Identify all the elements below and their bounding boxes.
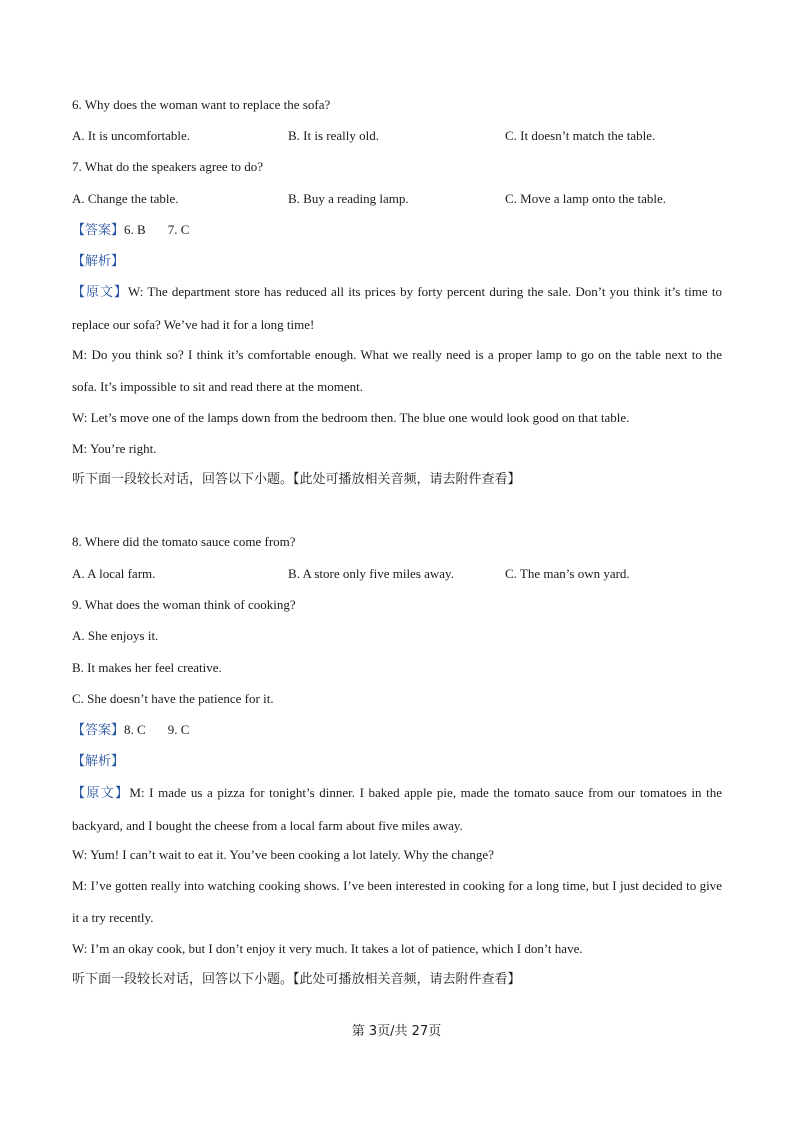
transcript-label: 【原文】 [72, 285, 128, 300]
answer-row-2 [72, 721, 189, 740]
question-6: 6. Why does the woman want to replace the sofa? [72, 97, 331, 112]
audio-instruction-1: 听下面一段较长对话，回答以下小题。【此处可播放相关音频，请去附件查看】 [72, 472, 521, 487]
q9-option-a: A. She enjoys it. [72, 628, 159, 643]
transcript-1-para-3: W: Let’s move one of the lamps down from the bedroom then. The blue one would look good on that table. [72, 410, 630, 425]
transcript-label: 【原文】 [72, 786, 130, 801]
q7-option-b: B. Buy a reading lamp. [288, 191, 409, 206]
audio-instruction-2: 听下面一段较长对话，回答以下小题。【此处可播放相关音频，请去附件查看】 [72, 972, 521, 987]
transcript-2-para-2: W: Yum! I can’t wait to eat it. You’ve been cooking a lot lately. Why the change? [72, 847, 494, 862]
answer-row-1 [72, 221, 189, 240]
question-8: 8. Where did the tomato sauce come from? [72, 534, 296, 549]
q9-option-b: B. It makes her feel creative. [72, 660, 222, 675]
transcript-2-para-4: W: I’m an okay cook, but I don’t enjoy it very much. It takes a lot of patience, which I don’t have. [72, 941, 583, 956]
answer-8: 8. C [124, 722, 146, 737]
q8-option-a: A. A local farm. [72, 566, 156, 581]
q6-option-c: C. It doesn’t match the table. [505, 128, 656, 143]
q7-option-a: A. Change the table. [72, 191, 179, 206]
answer-label: 【答案】 [72, 723, 125, 738]
question-9: 9. What does the woman think of cooking? [72, 597, 296, 612]
q6-option-a: A. It is uncomfortable. [72, 128, 191, 143]
answer-9: 9. C [167, 722, 190, 737]
analysis-label: 【解析】 [72, 754, 125, 769]
q8-option-c: C. The man’s own yard. [505, 566, 630, 581]
page-number: 第 3页/共 27页 [351, 1024, 442, 1039]
transcript-1-para-4: M: You’re right. [72, 441, 157, 456]
question-7: 7. What do the speakers agree to do? [72, 159, 264, 174]
transcript-2-para-3: M: I’ve gotten really into watching cooking shows. I’ve been interested in cooking for a long time, but I just decided to give it a try recently. [72, 878, 722, 925]
q8-option-b: B. A store only five miles away. [288, 566, 454, 581]
answer-6: 6. B [124, 222, 146, 237]
transcript-2-para-1: 【原文】M: I made us a pizza for tonight’s dinner. I baked apple pie, made the tomato sauce from our tomatoes in the backyard, and I bought the cheese from a local farm about five miles away. [72, 785, 722, 833]
transcript-1-para-2: M: Do you think so? I think it’s comfortable enough. What we really need is a proper lamp to go on the table next to the sofa. It’s impossible to sit and read there at the moment. [72, 347, 722, 394]
q6-option-b: B. It is really old. [288, 128, 379, 143]
analysis-label: 【解析】 [72, 254, 125, 269]
q9-option-c: C. She doesn’t have the patience for it. [72, 691, 274, 706]
answer-label: 【答案】 [72, 223, 125, 238]
transcript-1-para-1: 【原文】W: The department store has reduced all its prices by forty percent during the sale. Don’t you think it’s time to replace our sofa? We’ve had it for a long time! [72, 284, 722, 332]
q7-option-c: C. Move a lamp onto the table. [505, 191, 667, 206]
answer-7: 7. C [167, 222, 190, 237]
